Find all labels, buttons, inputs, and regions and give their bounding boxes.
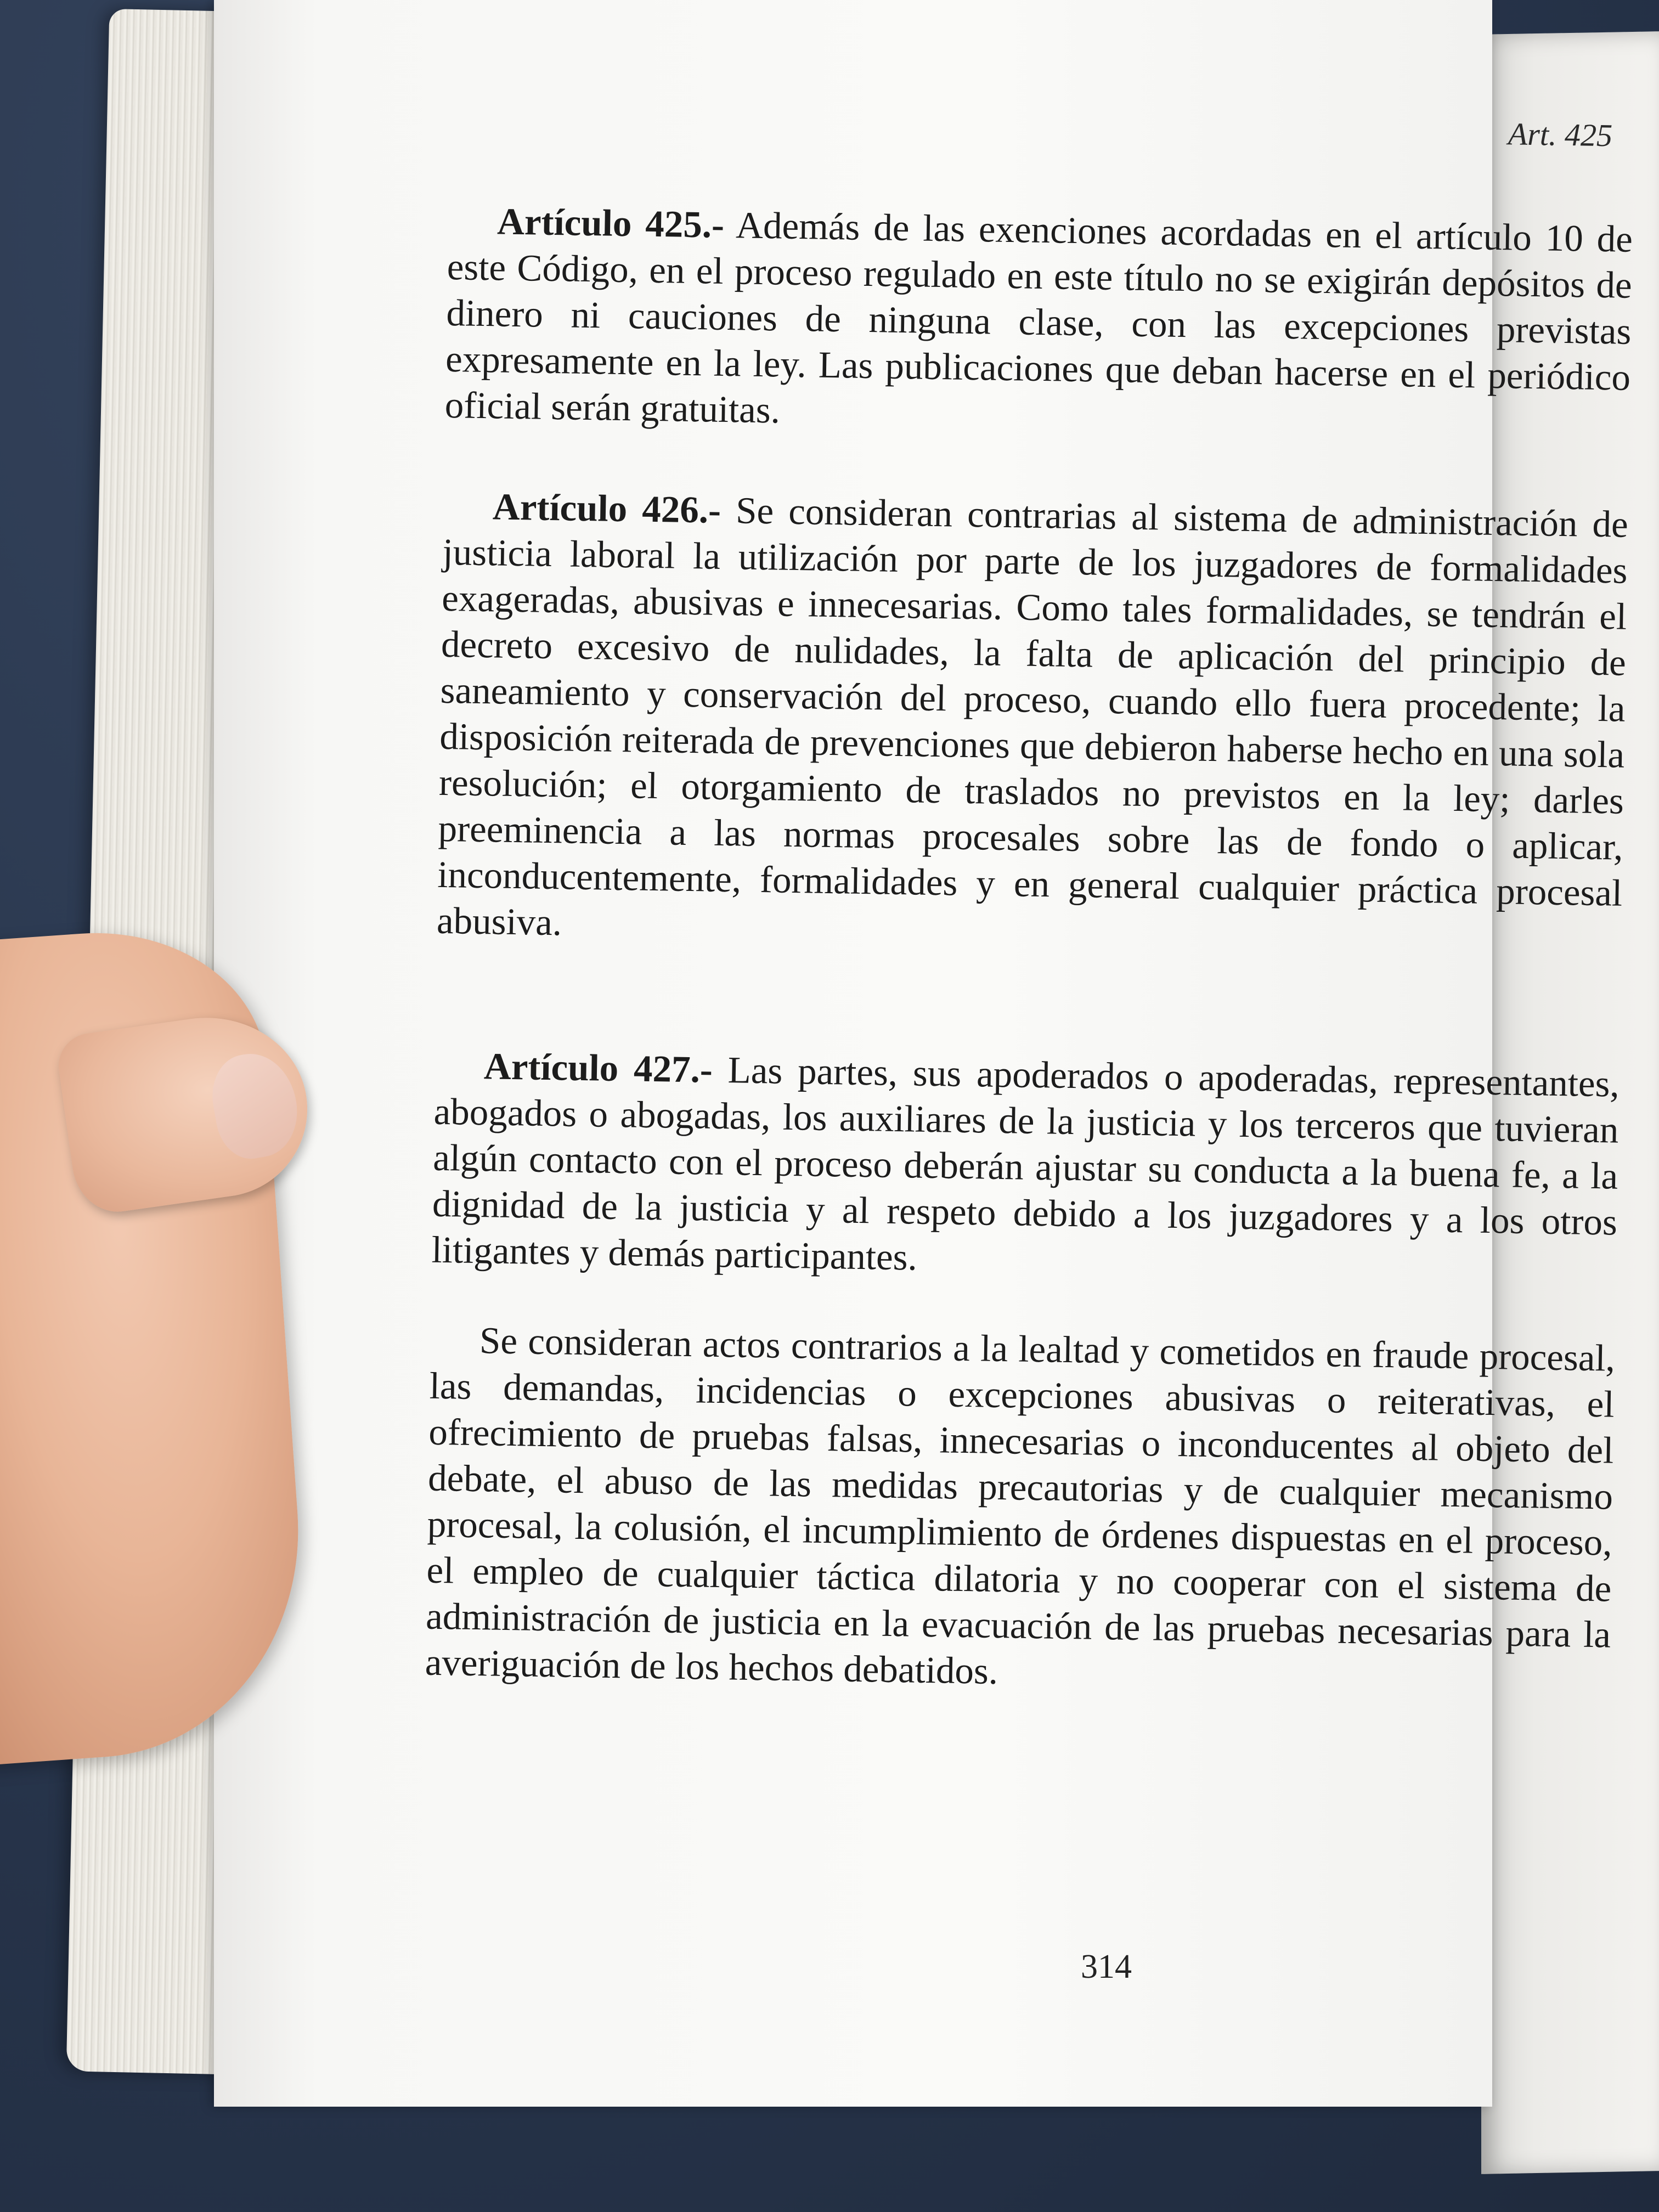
- page-text-block: [425, 88, 1635, 1692]
- page-number: 314: [1081, 1948, 1132, 1985]
- article-label: Artículo 426.-: [492, 486, 721, 531]
- article-text: Las partes, sus apoderados o apoderadas, representantes, abogados o abogadas, los auxiliares de la justicia y los terceros que tuvieran algún contacto con el proceso deberán ajustar su conducta a la buena fe, a la dignidad de la justicia y al respeto debido a los juzgadores y a los otros litigantes y demás participantes.: [431, 1048, 1620, 1278]
- article-427-paragraph: [431, 1042, 1620, 1291]
- article-427-second-paragraph: [425, 1317, 1615, 1704]
- article-text: Se consideran contrarias al sistema de administración de justicia laboral la utilización por parte de los juzgadores de formalidades exageradas, abusivas e innecesarias. Como tales formalidades, se tendrán el decreto excesivo de nulidades, la falta de aplicación del principio de saneamiento y conservación del proceso, cuando ello fuera procedente; la disposición reiterada de prevenciones que debieron haberse hecho en una sola resolución; el otorgamiento de traslados no previstos en la ley; darles preeminencia a las normas procesales sobre las de fondo o aplicar, inconducentemente, formalidades y en general cualquier práctica procesal abusiva.: [436, 489, 1629, 944]
- article-text: Se consideran actos contrarios a la lealtad y cometidos en fraude procesal, las demandas, incidencias o excepciones abusivas o reiterativas, el ofrecimiento de pruebas falsas, innecesarias o inconducentes al objeto del debate, el abuso de las medidas precautorias y de cualquier mecanismo procesal, la colusión, el incumplimiento de órdenes dispuestas en el proceso, el empleo de cualquier táctica dilatoria y no cooperar con el sistema de administración de justicia en la evacuación de las pruebas necesarias para la averiguación de los hechos debatidos.: [425, 1319, 1616, 1692]
- article-425-paragraph: [444, 198, 1633, 447]
- article-label: Artículo 425.-: [496, 200, 725, 246]
- article-text: Además de las exenciones acordadas en el artículo 10 de este Código, en el proceso regulado en este título no se exigirán depósitos de dinero ni cauciones de ninguna clase, con las excepciones previstas expresamente en la ley. Las publicaciones que deban hacerse en el periódico oficial serán gratuitas.: [444, 204, 1633, 431]
- running-head: Art. 425: [1508, 116, 1613, 154]
- article-label: Artículo 427.-: [483, 1045, 713, 1091]
- book-page: [214, 0, 1633, 2107]
- article-426-paragraph: [436, 483, 1628, 962]
